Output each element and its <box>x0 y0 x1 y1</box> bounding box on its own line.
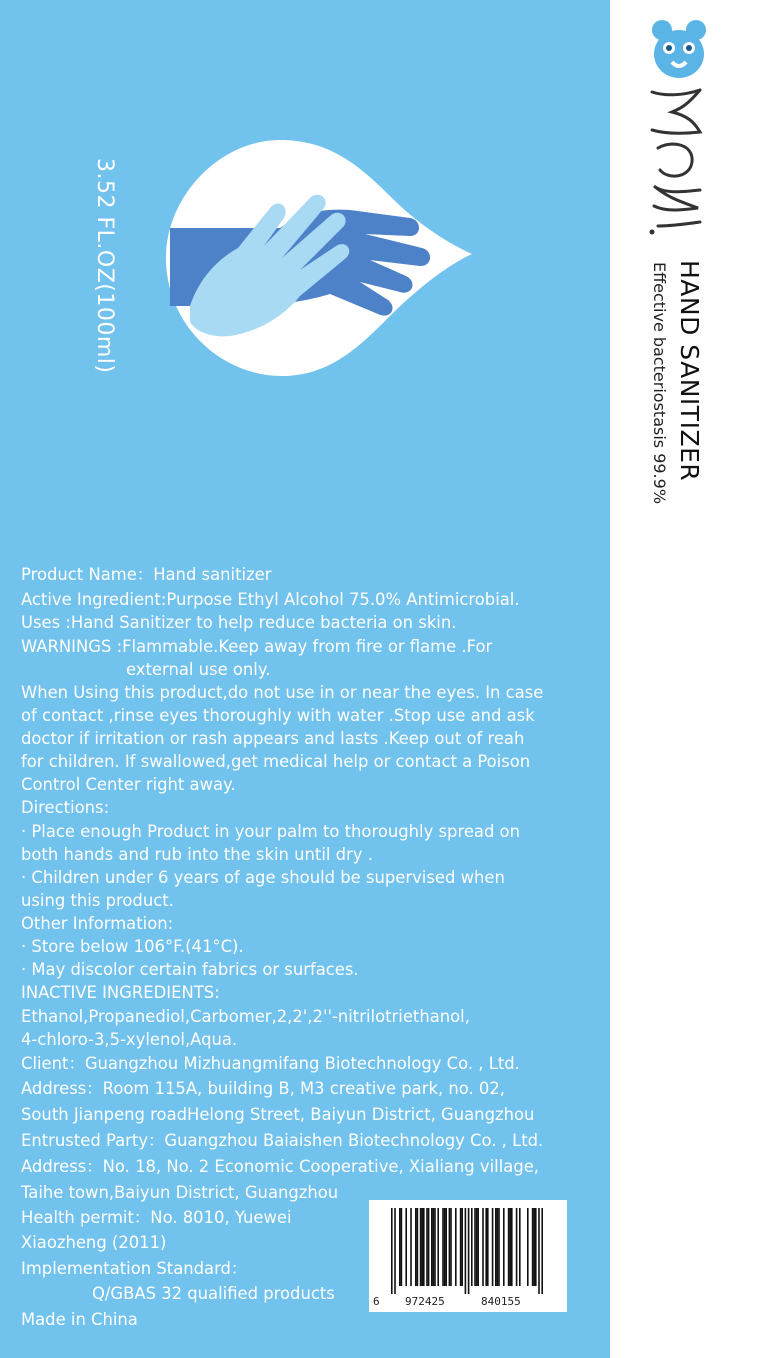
barcode-bar <box>450 1208 452 1286</box>
barcode-bar <box>495 1208 497 1286</box>
barcode-bar <box>410 1208 412 1286</box>
barcode-bar <box>455 1208 457 1286</box>
barcode-bar <box>468 1208 470 1294</box>
barcode-bar <box>437 1208 439 1286</box>
label-line: Other Information: <box>21 914 174 933</box>
barcode-bar <box>527 1208 529 1286</box>
label-line: Directions: <box>21 798 110 817</box>
label-line: Ethanol,Propanediol,Carbomer,2,2',2''-nitrilotriethanol, <box>21 1007 470 1026</box>
product-title: HAND SANITIZER <box>675 260 704 482</box>
barcode-bar <box>474 1208 476 1286</box>
label-line: Uses :Hand Sanitizer to help reduce bacteria on skin. <box>21 613 457 632</box>
barcode-bar <box>511 1208 513 1286</box>
label-line: Q/GBAS 32 qualified products <box>92 1284 335 1303</box>
barcode-bar <box>532 1208 534 1286</box>
hands-drop-icon <box>160 136 476 380</box>
label-line: Xiaozheng (2011) <box>21 1233 167 1252</box>
barcode-bar <box>433 1208 435 1286</box>
barcode-bar <box>442 1208 444 1286</box>
volume-text: 3.52 FL.OZ(100ml) <box>92 158 117 374</box>
barcode-bar <box>460 1208 462 1286</box>
label-line: Address：Room 115A, building B, M3 creative park, no. 02, <box>21 1079 505 1098</box>
barcode-bars <box>391 1208 543 1294</box>
barcode-bar <box>509 1208 511 1286</box>
label-line: external use only. <box>126 660 271 679</box>
label-line: Active Ingredient:Purpose Ethyl Alcohol 75.0% Antimicrobial. <box>21 590 520 609</box>
barcode-bar <box>431 1208 433 1286</box>
barcode-bar <box>541 1208 543 1294</box>
label-line: Health permit：No. 8010, Yuewei <box>21 1208 292 1227</box>
barcode <box>369 1200 567 1312</box>
barcode-bar <box>516 1208 518 1286</box>
barcode-digits-left: 972425 <box>405 1295 445 1308</box>
barcode-bar <box>449 1208 451 1286</box>
barcode-bar <box>417 1208 419 1286</box>
barcode-bar <box>423 1208 425 1286</box>
label-line: INACTIVE INGREDIENTS: <box>21 983 220 1002</box>
barcode-bar <box>533 1208 535 1286</box>
barcode-bar <box>482 1208 484 1286</box>
label-line: Client：Guangzhou Mizhuangmifang Biotechnology Co. , Ltd. <box>21 1054 520 1073</box>
label-line: Control Center right away. <box>21 775 236 794</box>
barcode-bar <box>394 1208 396 1294</box>
barcode-digit-first: 6 <box>373 1295 380 1308</box>
barcode-bar <box>444 1208 446 1286</box>
barcode-bar <box>538 1208 540 1294</box>
barcode-bar <box>476 1208 478 1286</box>
barcode-bar <box>497 1208 499 1286</box>
label-line: When Using this product,do not use in or near the eyes. In case <box>21 683 544 702</box>
label-line: using this product. <box>21 891 174 910</box>
barcode-bar <box>503 1208 505 1286</box>
barcode-bar <box>492 1208 494 1286</box>
label-line: both hands and rub into the skin until dry . <box>21 845 373 864</box>
barcode-bar <box>445 1208 447 1286</box>
barcode-bar <box>461 1208 463 1286</box>
label-line: Entrusted Party：Guangzhou Baiaishen Biotechnology Co. , Ltd. <box>21 1131 544 1150</box>
barcode-bar <box>519 1208 521 1286</box>
label-line: WARNINGS :Flammable.Keep away from fire or flame .For <box>21 637 493 656</box>
brand-logo <box>642 82 712 252</box>
label-line: Product Name：Hand sanitizer <box>21 565 272 584</box>
barcode-bar <box>428 1208 430 1286</box>
label-line: doctor if irritation or rash appears and lasts .Keep out of reah <box>21 729 525 748</box>
label-line: Address：No. 18, No. 2 Economic Cooperative, Xialiang village, <box>21 1157 540 1176</box>
barcode-bar <box>485 1208 487 1286</box>
label-line: · Place enough Product in your palm to thoroughly spread on <box>21 822 520 841</box>
product-subtitle: Effective bacteriostasis 99.9% <box>650 262 669 505</box>
label-line: of contact ,rinse eyes thoroughly with water .Stop use and ask <box>21 706 535 725</box>
barcode-bar <box>471 1208 473 1286</box>
label-line: 4-chloro-3,5-xylenol,Aqua. <box>21 1030 238 1049</box>
barcode-bar <box>508 1208 510 1286</box>
bear-logo-icon <box>650 18 708 80</box>
label-line: · Children under 6 years of age should be supervised when <box>21 868 505 887</box>
label-line: · Store below 106°F.(41°C). <box>21 937 244 956</box>
barcode-bar <box>399 1208 401 1286</box>
barcode-bar <box>426 1208 428 1286</box>
label-line: South Jianpeng roadHelong Street, Baiyun District, Guangzhou <box>21 1105 535 1124</box>
label-line: for children. If swallowed,get medical help or contact a Poison <box>21 752 531 771</box>
barcode-bar <box>415 1208 417 1286</box>
barcode-bar <box>420 1208 422 1286</box>
label-line: Made in China <box>21 1310 138 1329</box>
label-line: · May discolor certain fabrics or surfaces. <box>21 960 359 979</box>
barcode-bar <box>421 1208 423 1286</box>
barcode-bar <box>465 1208 467 1294</box>
barcode-bar <box>487 1208 489 1286</box>
barcode-bar <box>477 1208 479 1286</box>
barcode-bar <box>405 1208 407 1286</box>
barcode-bar <box>391 1208 393 1294</box>
barcode-bar <box>535 1208 537 1286</box>
label-line: Implementation Standard： <box>21 1259 248 1278</box>
barcode-bar <box>498 1208 500 1286</box>
barcode-bar <box>401 1208 403 1286</box>
label-line: Taihe town,Baiyun District, Guangzhou <box>21 1183 339 1202</box>
barcode-digits-right: 840155 <box>481 1295 521 1308</box>
barcode-bar <box>434 1208 436 1286</box>
